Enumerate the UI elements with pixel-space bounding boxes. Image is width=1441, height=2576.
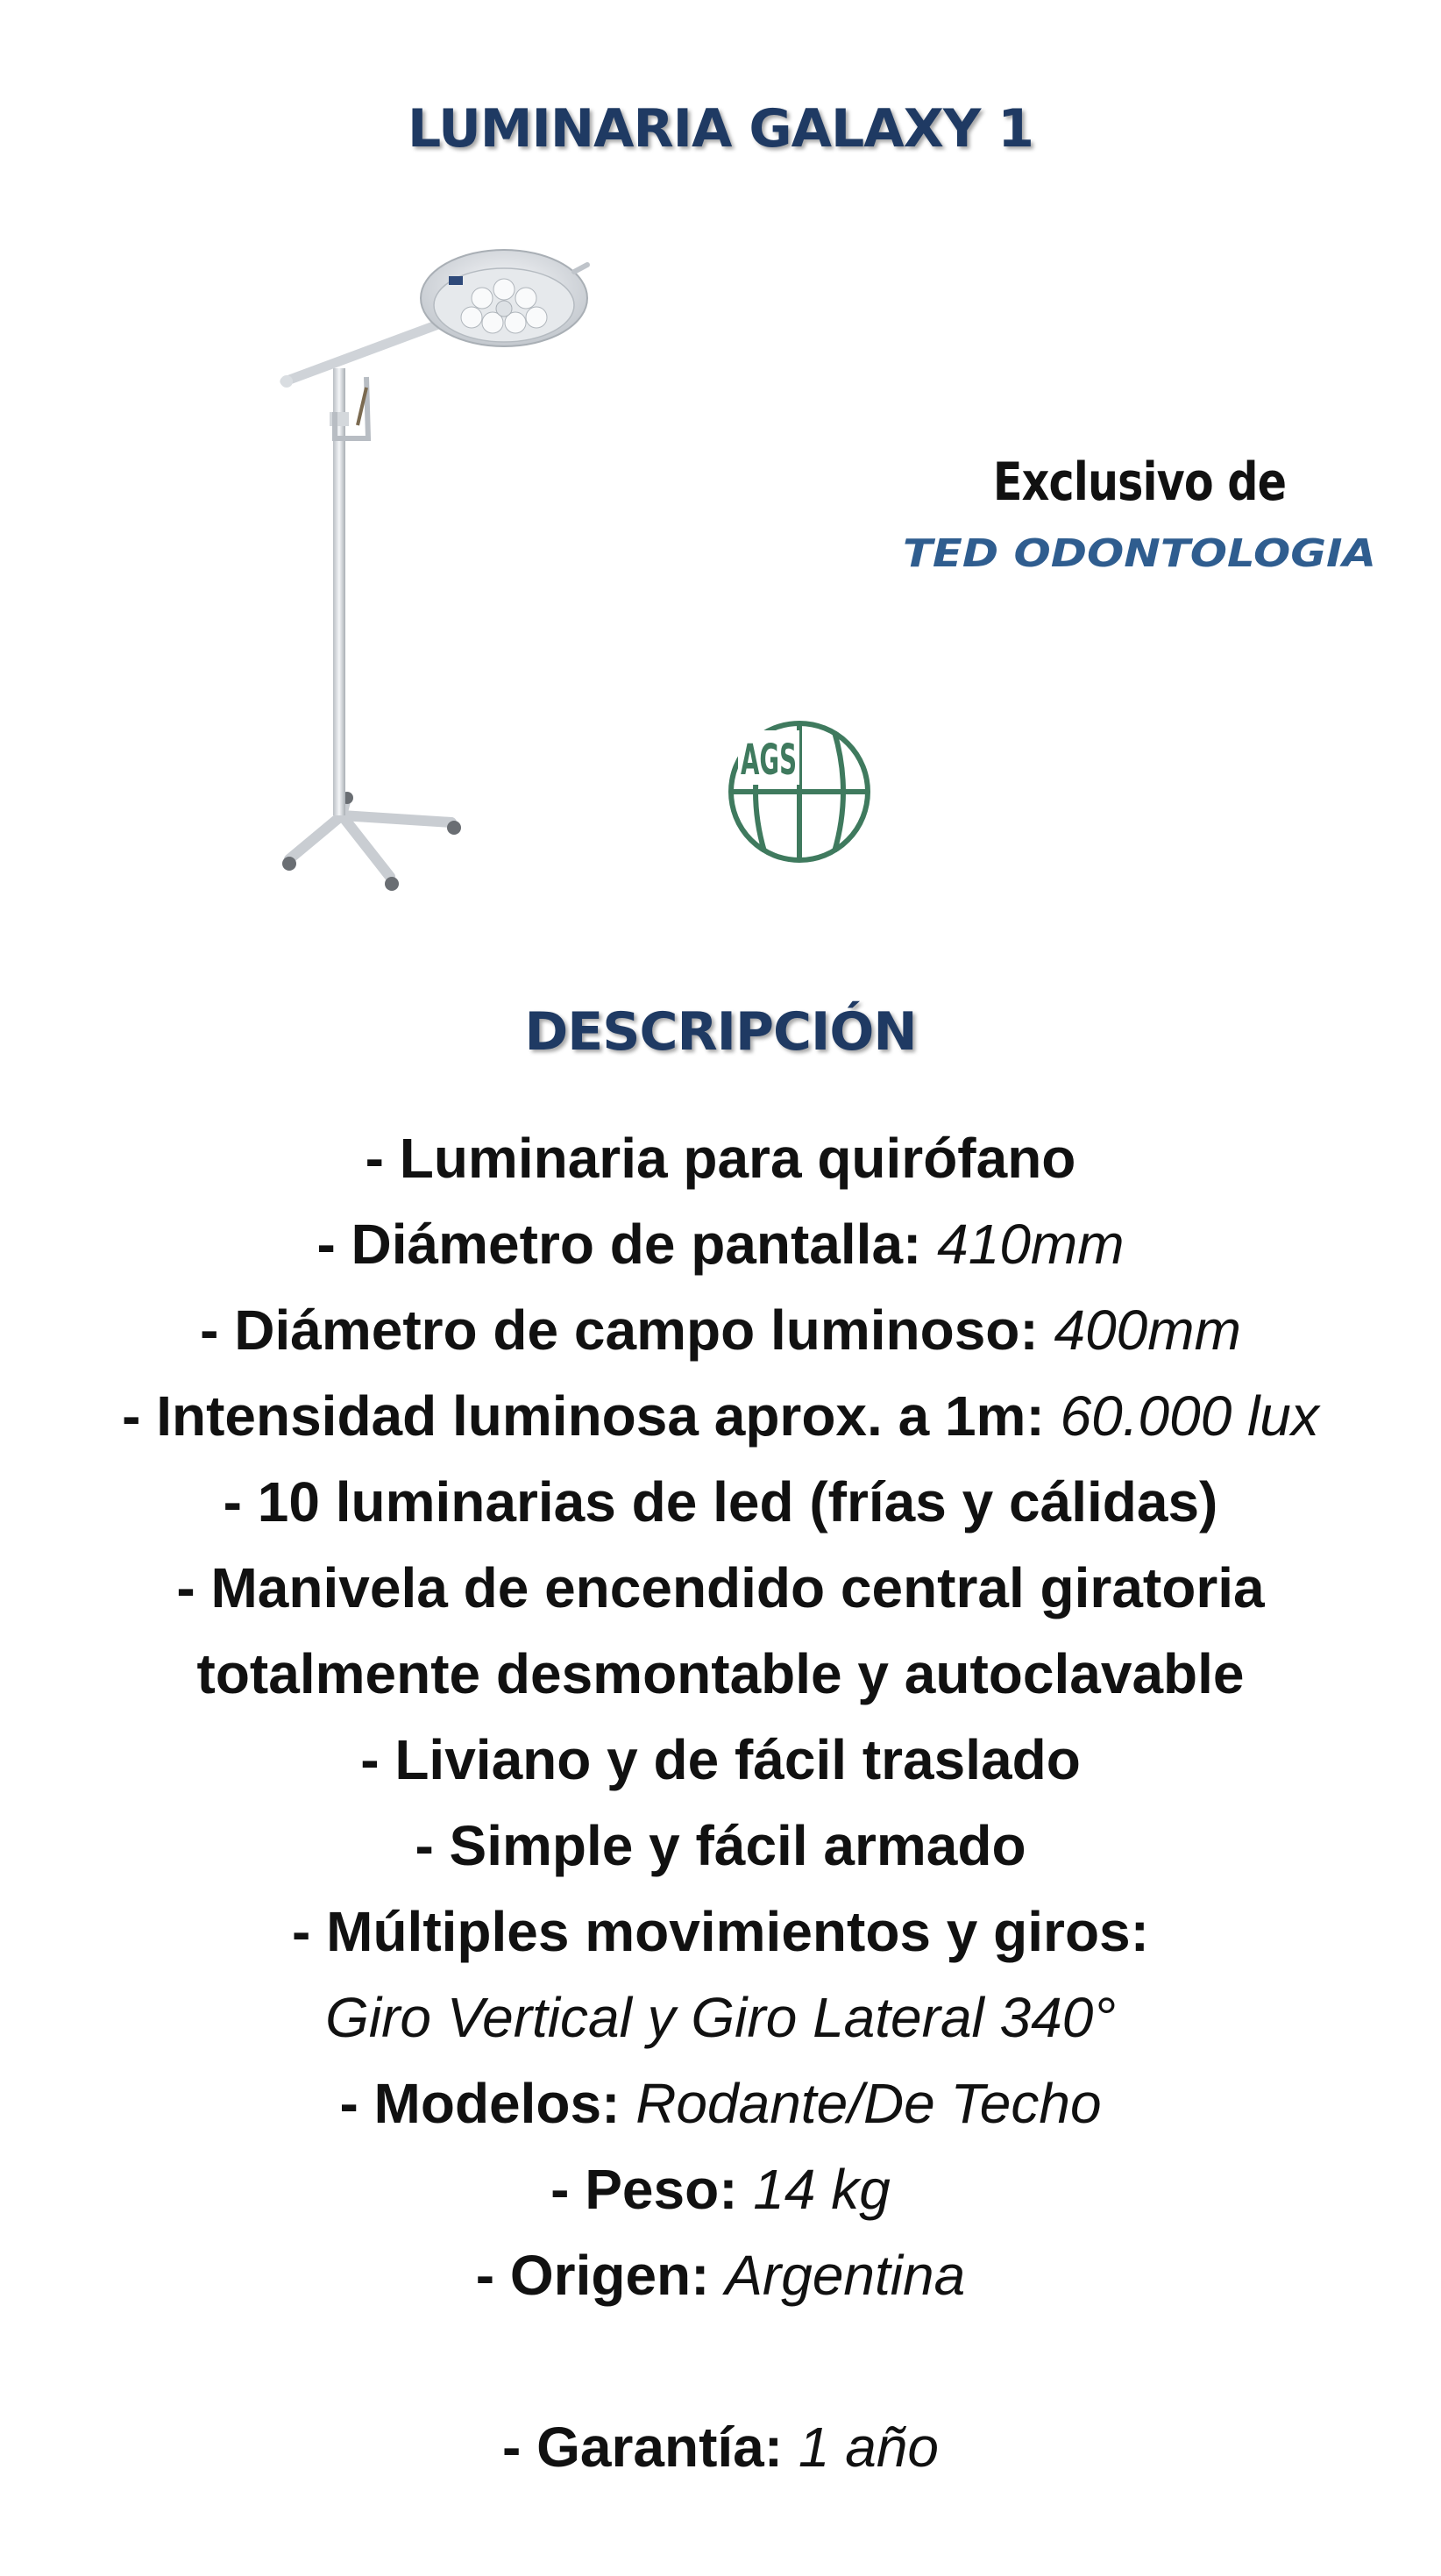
list-item: - Diámetro de pantalla: 410mm xyxy=(316,1213,1125,1276)
list-item: - Múltiples movimientos y giros: xyxy=(292,1900,1149,1963)
list-item: Giro Vertical y Giro Lateral 340° xyxy=(325,1986,1116,2049)
svg-text:AGS: AGS xyxy=(741,736,797,785)
exclusive-label: Exclusivo de xyxy=(992,452,1287,513)
svg-text:TED ODONTOLOGIA: TED ODONTOLOGIA xyxy=(903,531,1376,576)
lamp-head xyxy=(421,250,587,346)
lamp-base xyxy=(282,792,461,891)
list-item: - Luminaria para quirófano xyxy=(365,1127,1076,1190)
list-item: - Origen: Argentina xyxy=(475,2244,966,2307)
list-item: - Modelos: Rodante/De Techo xyxy=(339,2072,1102,2135)
lamp-arm xyxy=(280,324,438,438)
product-title: LUMINARIA GALAXY 1 xyxy=(407,98,1034,160)
list-item: - 10 luminarias de led (frías y cálidas) xyxy=(223,1470,1218,1534)
list-item: - Simple y fácil armado xyxy=(415,1814,1026,1877)
list-item: - Diámetro de campo luminoso: 400mm xyxy=(200,1299,1241,1362)
ags-globe-logo xyxy=(712,715,878,864)
list-item: totalmente desmontable y autoclavable xyxy=(196,1642,1245,1705)
description-title: DESCRIPCIÓN xyxy=(524,1000,917,1063)
list-item: - Liviano y de fácil traslado xyxy=(360,1728,1081,1791)
list-item: - Peso: 14 kg xyxy=(550,2158,891,2221)
ted-odontologia-logo xyxy=(894,518,1385,580)
exclusive-block xyxy=(885,452,1394,580)
surgical-lamp-image xyxy=(263,237,596,912)
list-item: - Manivela de encendido central giratoria xyxy=(176,1556,1265,1619)
list-item: - Intensidad luminosa aprox. a 1m: 60.000 lux xyxy=(122,1384,1319,1448)
description-list xyxy=(0,1115,1441,2490)
list-item: - Garantía: 1 año xyxy=(502,2416,939,2479)
